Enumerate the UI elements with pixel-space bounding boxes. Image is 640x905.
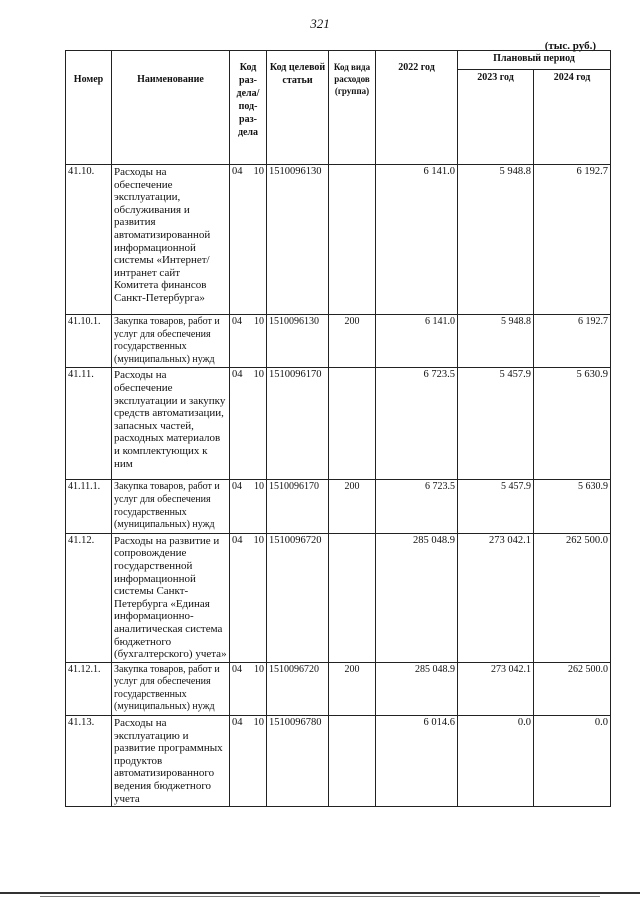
header-number: Номер bbox=[66, 51, 112, 165]
header-razdel: Код раз-дела/ под-раз-дела bbox=[230, 51, 267, 165]
row-name: Расходы на обеспечение эксплуатации, обслуживания и развития автоматизированной информационной системы «Интернет/интранет сайт Комитета финансов Санкт-Петербурга» bbox=[112, 165, 230, 315]
table-row bbox=[66, 533, 611, 662]
row-2024: 5 630.9 bbox=[534, 480, 611, 533]
row-pr: 10 bbox=[253, 717, 264, 729]
table-row bbox=[66, 315, 611, 368]
row-csr: 1510096130 bbox=[267, 315, 329, 368]
row-pr: 10 bbox=[253, 166, 264, 177]
row-2024: 262 500.0 bbox=[534, 533, 611, 662]
table-row bbox=[66, 480, 611, 533]
table-row bbox=[66, 165, 611, 315]
header-csr: Код целевой статьи bbox=[267, 51, 329, 165]
row-pr: 10 bbox=[254, 481, 264, 493]
header-name: Наименование bbox=[112, 51, 230, 165]
footer-rule-thin bbox=[40, 896, 600, 897]
row-name: Закупка товаров, работ и услуг для обеспечения государственных (муниципальных) нужд bbox=[112, 480, 230, 533]
footer-rule bbox=[0, 892, 640, 894]
row-rz: 04 bbox=[232, 481, 242, 493]
row-number: 41.13. bbox=[66, 716, 112, 807]
row-rz: 04 bbox=[232, 663, 242, 675]
row-razdel bbox=[230, 480, 267, 533]
row-2022: 6 723.5 bbox=[376, 368, 458, 480]
row-2023: 5 948.8 bbox=[458, 315, 534, 368]
table-row bbox=[66, 368, 611, 480]
row-razdel bbox=[230, 662, 267, 715]
row-2022: 6 723.5 bbox=[376, 480, 458, 533]
row-name: Расходы на эксплуатацию и развитие программных продуктов автоматизированного ведения бюджетного учета bbox=[112, 716, 230, 807]
row-csr: 1510096170 bbox=[267, 368, 329, 480]
row-2023: 273 042.1 bbox=[458, 662, 534, 715]
row-csr: 1510096130 bbox=[267, 165, 329, 315]
row-2022: 6 141.0 bbox=[376, 315, 458, 368]
row-2024: 262 500.0 bbox=[534, 662, 611, 715]
row-2023: 5 457.9 bbox=[458, 368, 534, 480]
row-rz: 04 bbox=[232, 369, 243, 381]
row-razdel bbox=[230, 368, 267, 480]
row-pr: 10 bbox=[254, 663, 264, 675]
row-2024: 0.0 bbox=[534, 716, 611, 807]
row-rz: 04 bbox=[232, 166, 243, 177]
row-razdel bbox=[230, 315, 267, 368]
row-name: Расходы на развитие и сопровождение государственной информационной системы Санкт-Петербурга «Единая информационно-аналитическая система бюджетного (бухгалтерского) учета» bbox=[112, 533, 230, 662]
table-row bbox=[66, 662, 611, 715]
row-vr: 200 bbox=[329, 315, 376, 368]
row-name: Закупка товаров, работ и услуг для обеспечения государственных (муниципальных) нужд bbox=[112, 662, 230, 715]
row-csr: 1510096720 bbox=[267, 533, 329, 662]
row-2023: 5 948.8 bbox=[458, 165, 534, 315]
row-pr: 10 bbox=[254, 316, 264, 327]
row-rz: 04 bbox=[232, 717, 243, 729]
header-2024: 2024 год bbox=[534, 70, 611, 165]
page-number: 321 bbox=[310, 16, 330, 31]
header-2023: 2023 год bbox=[458, 70, 534, 165]
budget-table bbox=[65, 50, 611, 807]
row-rz: 04 bbox=[232, 316, 242, 327]
row-2023: 273 042.1 bbox=[458, 533, 534, 662]
row-number: 41.10. bbox=[66, 165, 112, 315]
row-2023: 0.0 bbox=[458, 716, 534, 807]
row-2024: 5 630.9 bbox=[534, 368, 611, 480]
row-number: 41.11.1. bbox=[66, 480, 112, 533]
row-2024: 6 192.7 bbox=[534, 315, 611, 368]
header-row bbox=[66, 51, 611, 70]
row-csr: 1510096170 bbox=[267, 480, 329, 533]
row-2022: 6 141.0 bbox=[376, 165, 458, 315]
header-vr: Код вида расходов (группа) bbox=[329, 51, 376, 165]
row-2022: 285 048.9 bbox=[376, 533, 458, 662]
row-number: 41.11. bbox=[66, 368, 112, 480]
row-vr bbox=[329, 368, 376, 480]
row-number: 41.12. bbox=[66, 533, 112, 662]
table-row bbox=[66, 716, 611, 807]
row-2024: 6 192.7 bbox=[534, 165, 611, 315]
row-razdel bbox=[230, 165, 267, 315]
header-2022: 2022 год bbox=[376, 51, 458, 165]
row-number: 41.12.1. bbox=[66, 662, 112, 715]
row-vr: 200 bbox=[329, 480, 376, 533]
row-2022: 285 048.9 bbox=[376, 662, 458, 715]
row-csr: 1510096780 bbox=[267, 716, 329, 807]
row-csr: 1510096720 bbox=[267, 662, 329, 715]
row-rz: 04 bbox=[232, 534, 243, 546]
row-vr bbox=[329, 533, 376, 662]
row-pr: 10 bbox=[253, 369, 264, 381]
row-name: Закупка товаров, работ и услуг для обеспечения государственных (муниципальных) нужд bbox=[112, 315, 230, 368]
row-number: 41.10.1. bbox=[66, 315, 112, 368]
row-vr: 200 bbox=[329, 662, 376, 715]
units-label: (тыс. руб.) bbox=[544, 40, 596, 52]
row-2022: 6 014.6 bbox=[376, 716, 458, 807]
row-razdel bbox=[230, 716, 267, 807]
row-vr bbox=[329, 716, 376, 807]
header-plan-period: Плановый период bbox=[458, 51, 611, 70]
row-2023: 5 457.9 bbox=[458, 480, 534, 533]
row-vr bbox=[329, 165, 376, 315]
row-razdel bbox=[230, 533, 267, 662]
row-name: Расходы на обеспечение эксплуатации и закупку средств автоматизации, запасных частей, расходных материалов и комплектующих к ним bbox=[112, 368, 230, 480]
row-pr: 10 bbox=[253, 534, 264, 546]
